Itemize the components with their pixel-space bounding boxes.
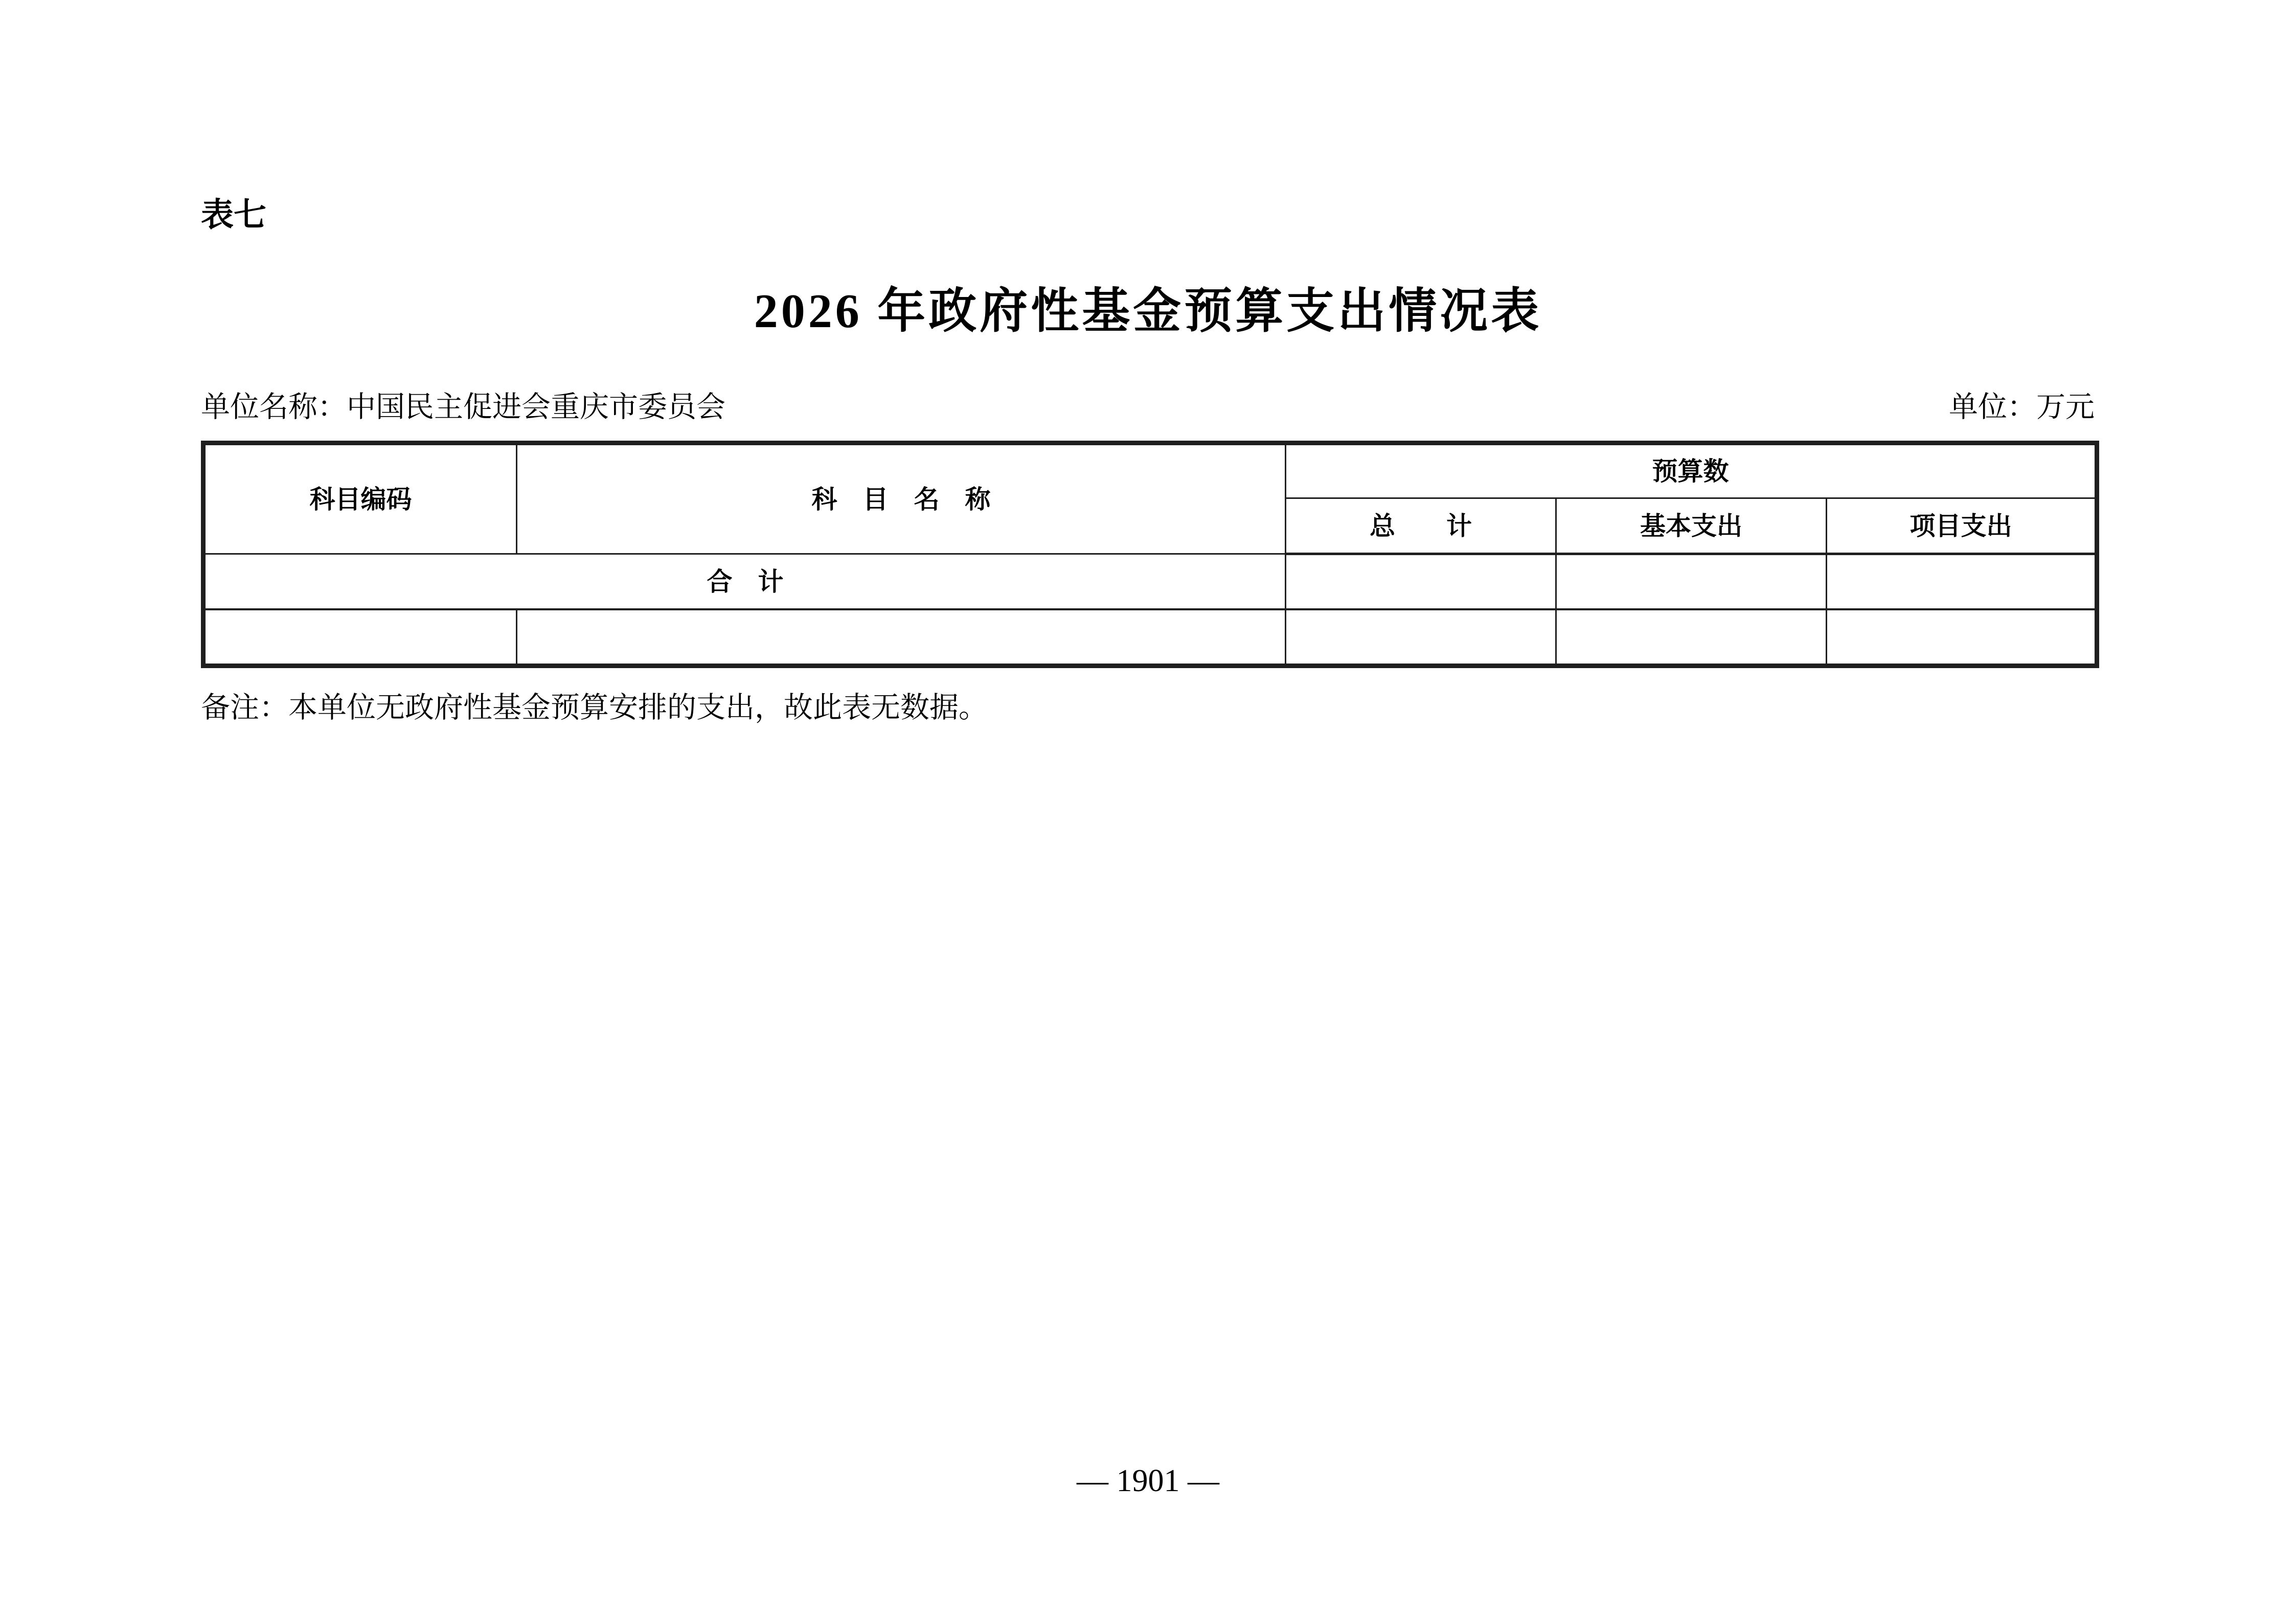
total-row-total-value <box>1286 554 1556 610</box>
empty-row-project <box>1827 609 2097 666</box>
empty-row-total <box>1286 609 1556 666</box>
total-row-project-value <box>1827 554 2097 610</box>
total-row-label: 合 计 <box>203 554 1286 610</box>
header-total: 总 计 <box>1286 498 1556 554</box>
header-project-expenditure: 项目支出 <box>1827 498 2097 554</box>
budget-table <box>201 441 2099 668</box>
table-header-row-1 <box>203 443 2097 498</box>
empty-row-code <box>203 609 517 666</box>
table-row-empty <box>203 609 2097 666</box>
page-number: — 1901 — <box>1077 1464 1219 1498</box>
remark-note: 备注：本单位无政府性基金预算安排的支出，故此表无数据。 <box>201 692 988 724</box>
table-row-total <box>203 554 2097 610</box>
empty-row-basic <box>1556 609 1827 666</box>
page-title: 2026 年政府性基金预算支出情况表 <box>754 285 1542 338</box>
unit-of-measure-label: 单位：万元 <box>1949 391 2095 423</box>
header-subject-name: 科 目 名 称 <box>517 443 1286 554</box>
empty-row-name <box>517 609 1286 666</box>
unit-name-label: 单位名称：中国民主促进会重庆市委员会 <box>201 391 725 423</box>
table-number-label: 表七 <box>201 196 266 233</box>
header-basic-expenditure: 基本支出 <box>1556 498 1827 554</box>
header-subject-code: 科目编码 <box>203 443 517 554</box>
meta-row <box>201 393 2095 422</box>
header-budget-amount: 预算数 <box>1286 443 2097 498</box>
total-row-basic-value <box>1556 554 1827 610</box>
